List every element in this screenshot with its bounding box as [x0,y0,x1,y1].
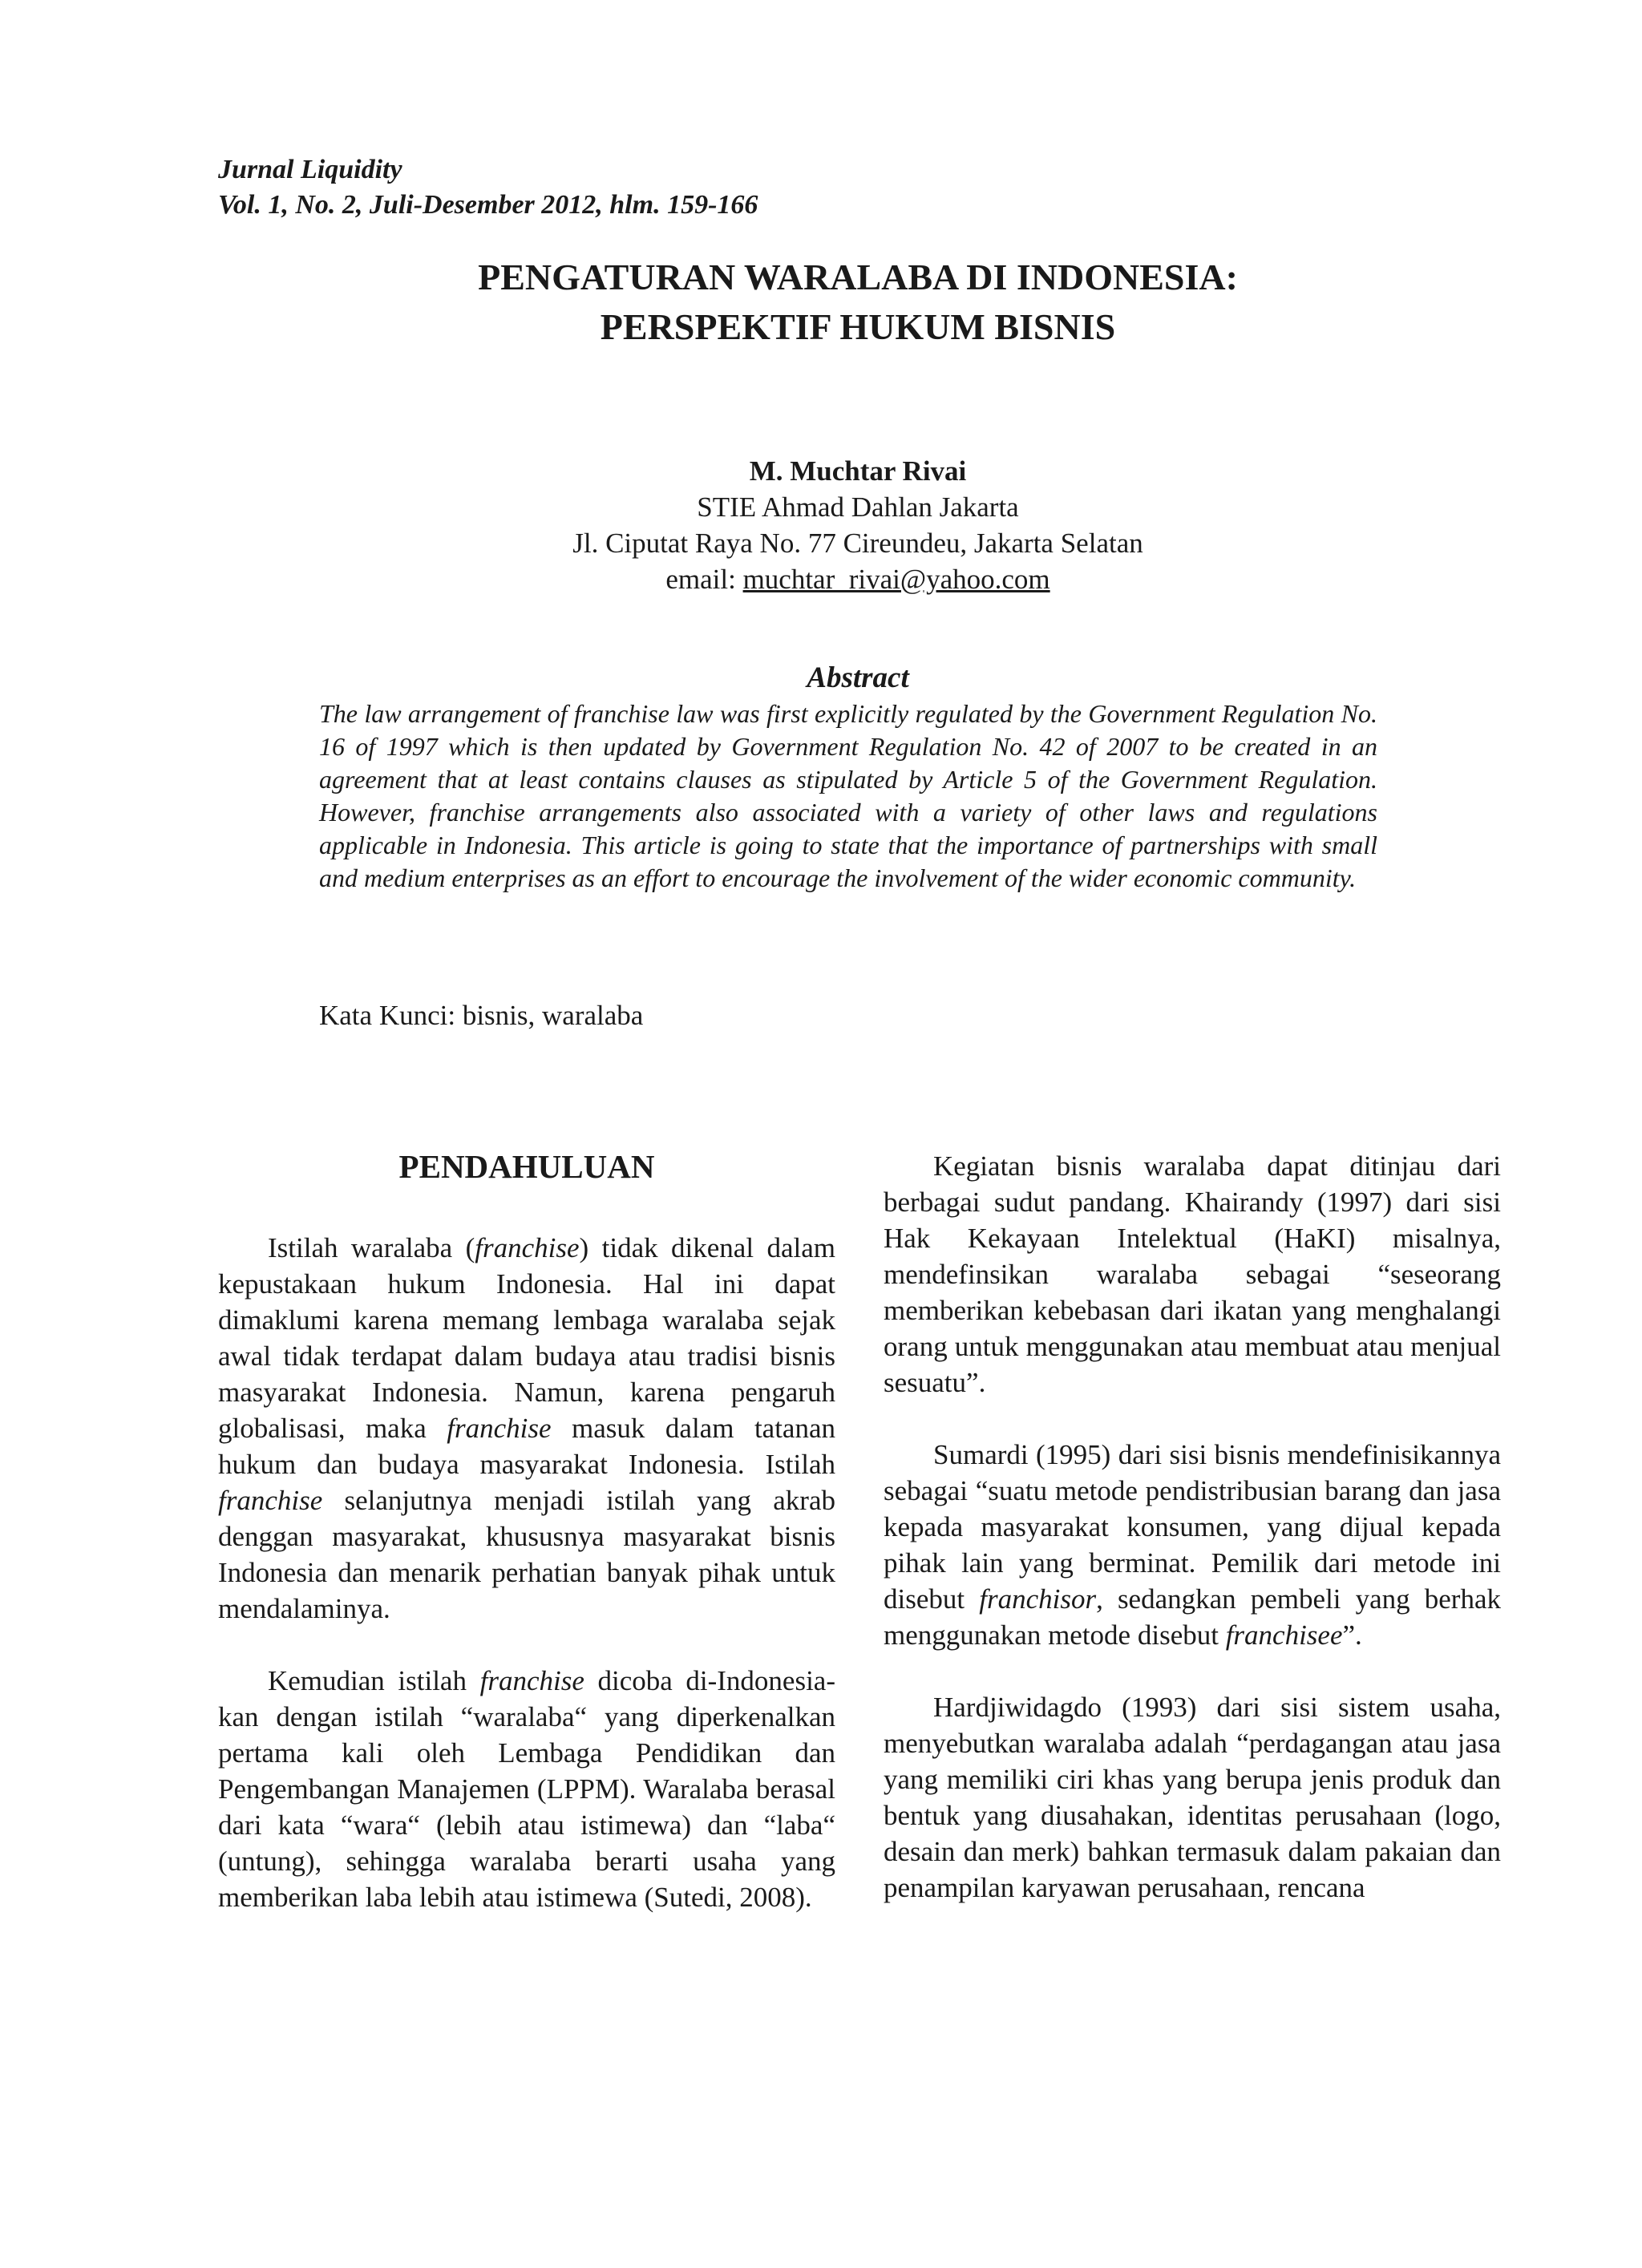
paragraph-intro-2: Kemudian istilah franchise dicoba di-Indonesia-kan dengan istilah “waralaba“ yang diperkenalkan pertama kali oleh Lembaga Pendidikan dan Pengembangan Manajemen (LPPM). Waralaba berasal dari kata “wara“ (lebih atau istimewa) dan “laba“ (untung), sehingga waralaba berarti usaha yang memberikan laba lebih atau istimewa (Sutedi, 2008). [218,1665,835,1913]
journal-name: Jurnal Liquidity [218,155,402,184]
left-column [218,1146,835,1915]
author-block [297,453,1419,597]
paragraph-hardjiwidagdo: Hardjiwidagdo (1993) dari sisi sistem usaha, menyebutkan waralaba adalah “perdagangan atau jasa yang memiliki ciri khas yang berupa jenis produk dan bentuk yang diusahakan, identitas perusahaan (logo, desain dan merk) bahkan termasuk dalam pakaian dan penampilan karyawan perusahaan, rencana [884,1692,1501,1903]
journal-header [218,152,758,223]
keywords: Kata Kunci: bisnis, waralaba [319,1000,644,1031]
author-email [297,561,1419,597]
author-institution: STIE Ahmad Dahlan Jakarta [697,491,1019,523]
author-address: Jl. Ciputat Raya No. 77 Cireundeu, Jakarta Selatan [572,528,1143,559]
paragraph-sumardi: Sumardi (1995) dari sisi bisnis mendefinisikannya sebagai “suatu metode pendistribusian barang dan jasa kepada masyarakat konsumen, yang dijual kepada pihak lain yang berminat. Pemilik dari metode ini disebut franchisor, sedangkan pembeli yang berhak menggunakan metode disebut franchisee”. [884,1439,1501,1651]
article-title [297,253,1419,352]
paragraph-khairandy: Kegiatan bisnis waralaba dapat ditinjau dari berbagai sudut pandang. Khairandy (1997) dari sisi Hak Kekayaan Intelektual (HaKI) misalnya, mendefinsikan waralaba sebagai “seseorang memberikan kebebasan dari ikatan yang menghalangi orang untuk menggunakan atau membuat atau menjual sesuatu”. [884,1150,1501,1398]
journal-volume: Vol. 1, No. 2, Juli-Desember 2012, hlm. 159-166 [218,190,758,220]
right-column [884,1148,1501,1906]
paragraph-intro-1: Istilah waralaba (franchise) tidak dikenal dalam kepustakaan hukum Indonesia. Hal ini dapat dimaklumi karena memang lembaga waralaba sejak awal tidak terdapat dalam budaya atau tradisi bisnis masyarakat Indonesia. Namun, karena pengaruh globalisasi, maka franchise masuk dalam tatanan hukum dan budaya masyarakat Indonesia. Istilah franchise selanjutnya menjadi istilah yang akrab denggan masyarakat, khususnya masyarakat bisnis Indonesia dan menarik perhatian banyak pihak untuk mendalaminya. [218,1232,835,1624]
title-line-1: PENGATURAN WARALABA DI INDONESIA: [478,257,1238,297]
email-link[interactable]: muchtar_rivai@yahoo.com [742,564,1050,595]
email-label: email: [665,564,743,595]
title-line-2: PERSPEKTIF HUKUM BISNIS [600,306,1116,347]
author-name: M. Muchtar Rivai [749,455,967,487]
section-heading: PENDAHULUAN [398,1148,655,1185]
abstract-heading: Abstract [807,661,909,694]
abstract-text: The law arrangement of franchise law was first explicitly regulated by the Government Regulation No. 16 of 1997 which is then updated by Government Regulation No. 42 of 2007 to be created in an agreement that at least contains clauses as stipulated by Article 5 of the Government Regulation. However, franchise arrangements also associated with a variety of other laws and regulations applicable in Indonesia. This article is going to state that the importance of partnerships with small and medium enterprises as an effort to encourage the involvement of the wider economic community. [319,699,1377,892]
